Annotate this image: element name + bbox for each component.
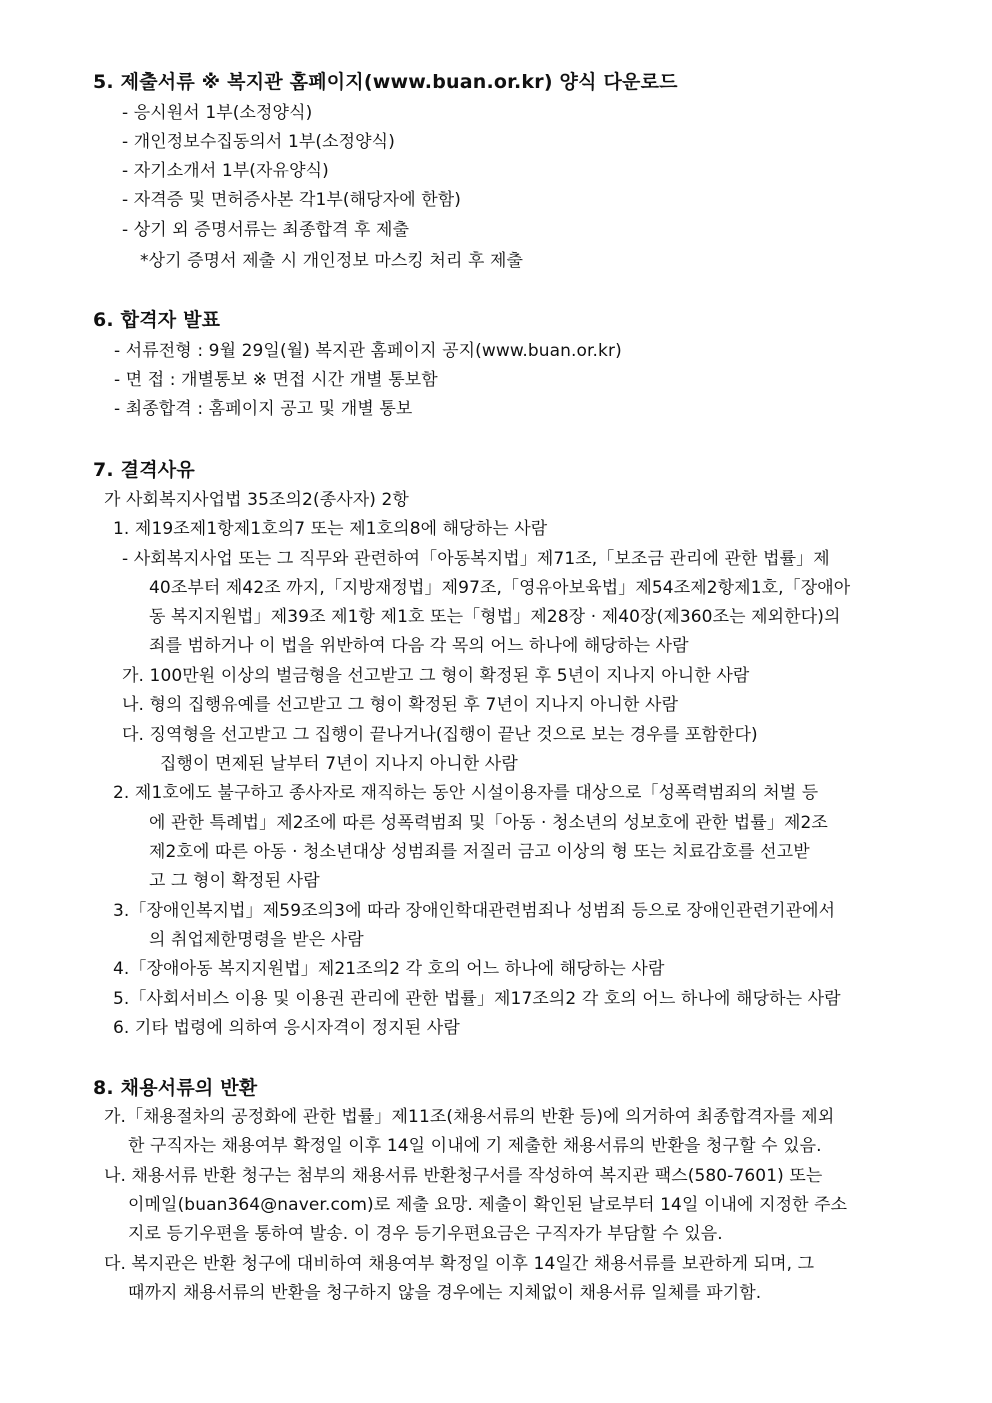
return-item-da: 다. 복지관은 반환 청구에 대비하여 채용여부 확정일 이후 14일간 채용서류를 보관하게 되며, 그 xyxy=(104,1254,815,1274)
disqualification-item-5: 5.「사회서비스 이용 및 이용권 관리에 관한 법률」제17조의2 각 호의 어느 하나에 해당하는 사람 xyxy=(113,989,841,1009)
section-6-heading: 6. 합격자 발표 xyxy=(93,309,221,331)
item-2-cont: 에 관한 특례법」제2조에 따른 성폭력범죄 및「아동 · 청소년의 성보호에 관한 법률」제2조 xyxy=(149,813,828,833)
item-1-sub-line: 죄를 범하거나 이 법을 위반하여 다음 각 목의 어느 하나에 해당하는 사람 xyxy=(149,636,689,656)
sub-item-ga: 가. 100만원 이상의 벌금형을 선고받고 그 형이 확정된 후 5년이 지나지 아니한 사람 xyxy=(122,666,750,686)
return-item-ga: 가.「채용절차의 공정화에 관한 법률」제11조(채용서류의 반환 등)에 의거하여 최종합격자를 제외 xyxy=(104,1107,835,1127)
list-item: - 최종합격 : 홈페이지 공고 및 개별 통보 xyxy=(114,399,413,419)
item-1-sub-line: 40조부터 제42조 까지,「지방재정법」제97조,「영유아보육법」제54조제2항제1호,「장애아 xyxy=(149,578,851,598)
section-8-heading: 8. 채용서류의 반환 xyxy=(93,1077,258,1099)
list-item: - 개인정보수집동의서 1부(소정양식) xyxy=(122,132,395,152)
disqualification-item-4: 4.「장애아동 복지지원법」제21조의2 각 호의 어느 하나에 해당하는 사람 xyxy=(113,959,665,979)
item-1-sub-line: 동 복지지원법」제39조 제1항 제1호 또는「형법」제28장 · 제40장(제360조는 제외한다)의 xyxy=(149,607,841,627)
disqualification-item-2: 2. 제1호에도 불구하고 종사자로 재직하는 동안 시설이용자를 대상으로「성폭력범죄의 처벌 등 xyxy=(113,783,819,803)
sub-item-da: 다. 징역형을 선고받고 그 집행이 끝나거나(집행이 끝난 것으로 보는 경우를 포함한다) xyxy=(122,725,758,745)
list-item: - 자기소개서 1부(자유양식) xyxy=(122,161,329,181)
item-2-cont: 고 그 형이 확정된 사람 xyxy=(149,871,320,891)
list-item: - 응시원서 1부(소정양식) xyxy=(122,103,313,123)
list-item: - 면 접 : 개별통보 ※ 면접 시간 개별 통보함 xyxy=(114,370,438,390)
masking-note: *상기 증명서 제출 시 개인정보 마스킹 처리 후 제출 xyxy=(140,251,524,271)
disqualification-item-1: 1. 제19조제1항제1호의7 또는 제1호의8에 해당하는 사람 xyxy=(113,519,548,539)
list-item: - 상기 외 증명서류는 최종합격 후 제출 xyxy=(122,220,410,240)
disqualification-item-6: 6. 기타 법령에 의하여 응시자격이 정지된 사람 xyxy=(113,1018,460,1038)
return-item-da-cont: 때까지 채용서류의 반환을 청구하지 않을 경우에는 지체없이 채용서류 일체를 파기함. xyxy=(128,1283,762,1303)
section-5-heading: 5. 제출서류 ※ 복지관 홈페이지(www.buan.or.kr) 양식 다운로드 xyxy=(93,71,678,93)
return-item-na: 나. 채용서류 반환 청구는 첨부의 채용서류 반환청구서를 작성하여 복지관 팩스(580-7601) 또는 xyxy=(104,1166,823,1186)
item-2-cont: 제2호에 따른 아동 · 청소년대상 성범죄를 저질러 금고 이상의 형 또는 치료감호를 선고받 xyxy=(149,842,810,862)
return-item-na-cont: 지로 등기우편을 통하여 발송. 이 경우 등기우편요금은 구직자가 부담할 수 있음. xyxy=(128,1224,723,1244)
return-item-na-cont: 이메일(buan364@naver.com)로 제출 요망. 제출이 확인된 날로부터 14일 이내에 지정한 주소 xyxy=(128,1195,848,1215)
section-7-intro: 가 사회복지사업법 35조의2(종사자) 2항 xyxy=(104,490,409,510)
item-1-sub-line: - 사회복지사업 또는 그 직무와 관련하여「아동복지법」제71조,「보조금 관리에 관한 법률」제 xyxy=(122,549,830,569)
sub-item-da-cont: 집행이 면제된 날부터 7년이 지나지 아니한 사람 xyxy=(160,754,518,774)
list-item: - 서류전형 : 9월 29일(월) 복지관 홈페이지 공지(www.buan.or.kr) xyxy=(114,341,622,361)
disqualification-item-3: 3.「장애인복지법」제59조의3에 따라 장애인학대관련범죄나 성범죄 등으로 장애인관련기관에서 xyxy=(113,901,836,921)
section-7-heading: 7. 결격사유 xyxy=(93,459,195,481)
list-item: - 자격증 및 면허증사본 각1부(해당자에 한함) xyxy=(122,190,462,210)
sub-item-na: 나. 형의 집행유예를 선고받고 그 형이 확정된 후 7년이 지나지 아니한 사람 xyxy=(122,695,679,715)
item-3-cont: 의 취업제한명령을 받은 사람 xyxy=(149,930,364,950)
return-item-ga-cont: 한 구직자는 채용여부 확정일 이후 14일 이내에 기 제출한 채용서류의 반환을 청구할 수 있음. xyxy=(128,1136,822,1156)
